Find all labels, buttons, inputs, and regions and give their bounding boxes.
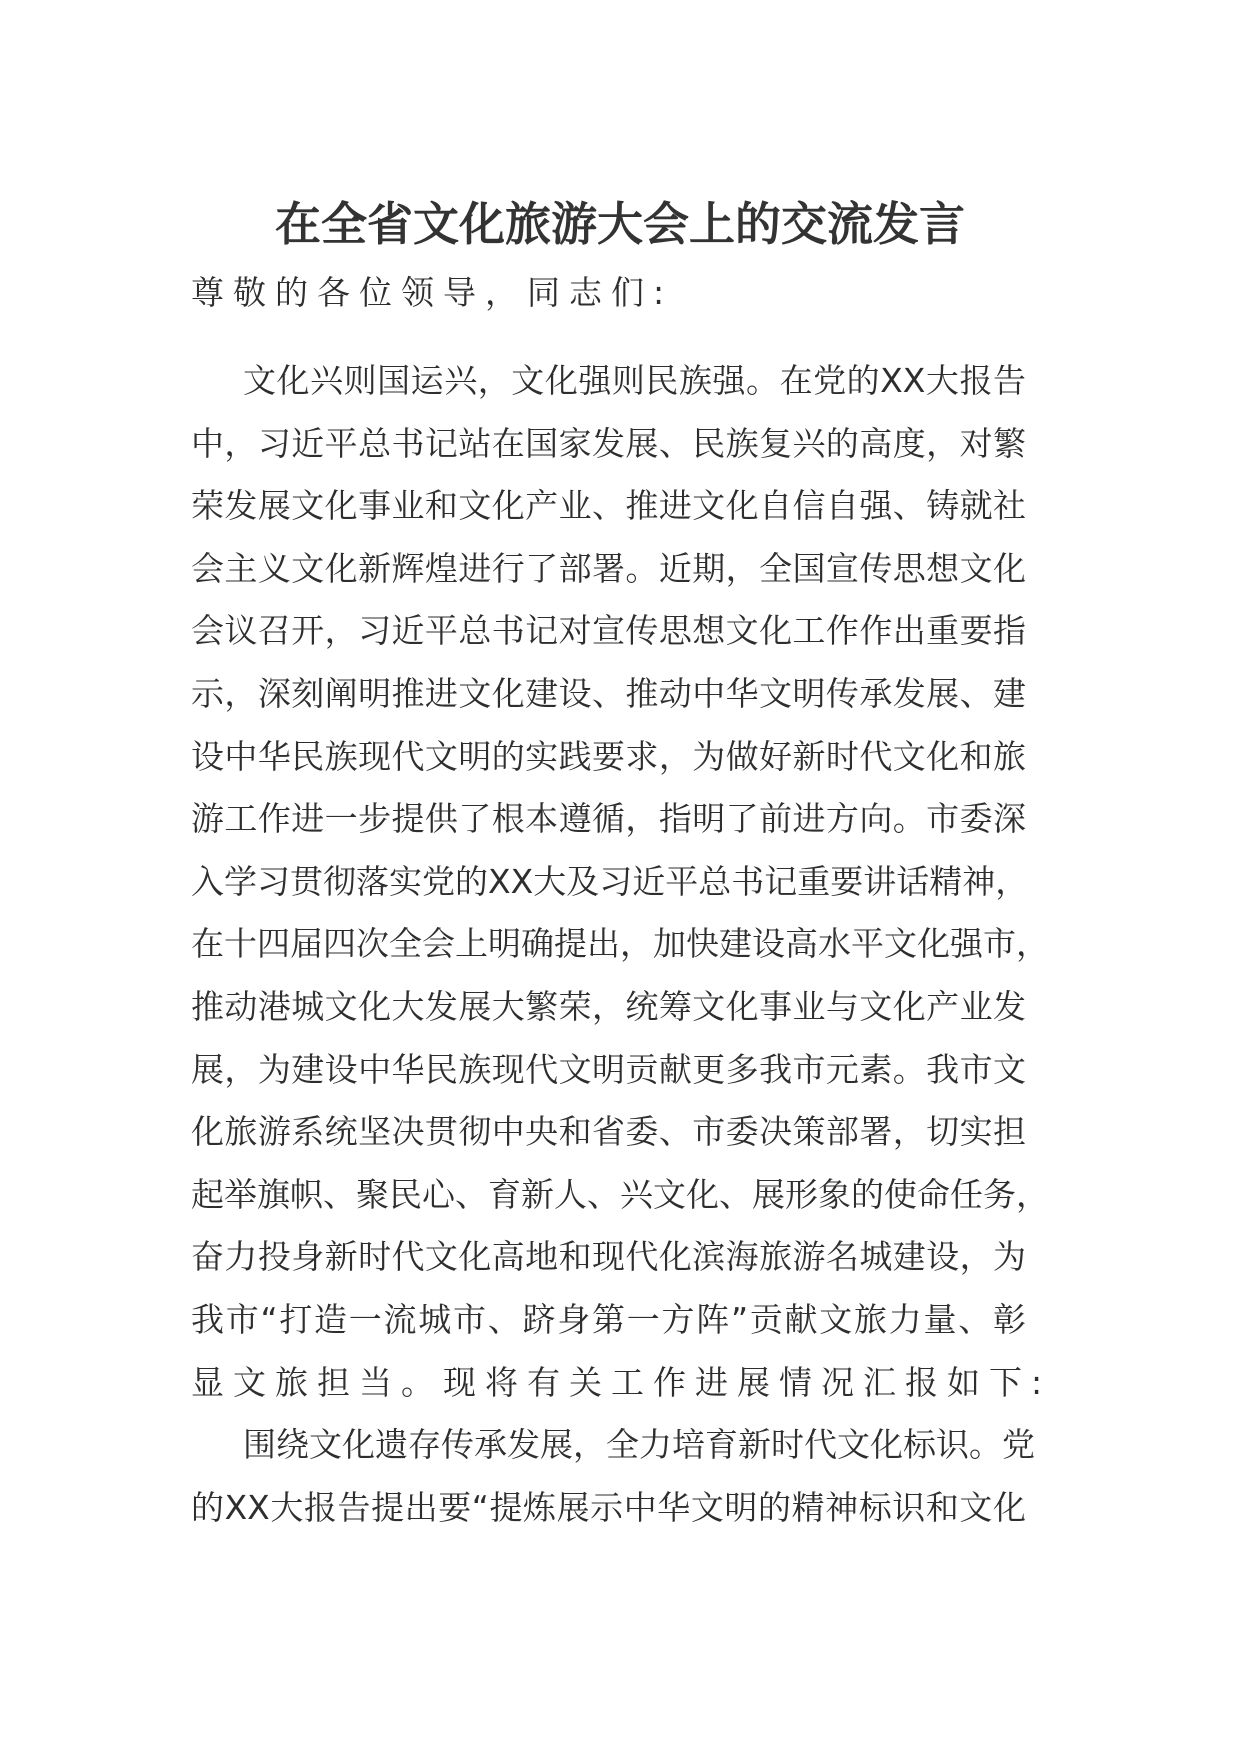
paragraph-line: 奋力投身新时代文化高地和现代化滨海旅游名城建设，为 [191,1237,1026,1277]
paragraph-first-line: 文化兴则国运兴，文化强则民族强。在党的XX大报告 [243,361,1026,400]
paragraph-line: 会主义文化新辉煌进行了部署。近期，全国宣传思想文化 [191,548,1026,588]
paragraph-first-line: 围绕文化遗存传承发展，全力培育新时代文化标识。党 [243,1425,1035,1465]
paragraph-line: 起举旗帜、聚民心、育新人、兴文化、展形象的使命任务， [191,1174,1049,1214]
salutation: 尊敬的各位领导，同志们: [191,273,674,312]
paragraph-line: 荣发展文化事业和文化产业、推进文化自信自强、铸就社 [191,486,1026,526]
paragraph-line: 入学习贯彻落实党的XX大及习近平总书记重要讲话精神， [191,861,1029,901]
paragraph-line: 游工作进一步提供了根本遵循，指明了前进方向。市委深 [191,799,1026,839]
paragraph-line: 我市“打造一流城市、跻身第一方阵”贡献文旅力量、彰 [191,1300,1026,1339]
document-title: 在全省文化旅游大会上的交流发言 [275,197,965,251]
paragraph-line: 推动港城文化大发展大繁荣，统筹文化事业与文化产业发 [191,987,1026,1026]
paragraph-line: 显文旅担当。现将有关工作进展情况汇报如下: [191,1362,1052,1402]
paragraph-line: 化旅游系统坚决贯彻中央和省委、市委决策部署，切实担 [191,1112,1026,1152]
paragraph-line: 的XX大报告提出要“提炼展示中华文明的精神标识和文化 [191,1487,1026,1527]
paragraph-line: 示，深刻阐明推进文化建设、推动中华文明传承发展、建 [191,674,1026,713]
paragraph-line: 会议召开，习近平总书记对宣传思想文化工作作出重要指 [191,611,1026,651]
paragraph-line: 在十四届四次全会上明确提出，加快建设高水平文化强市， [191,924,1049,964]
paragraph-line: 设中华民族现代文明的实践要求，为做好新时代文化和旅 [191,736,1026,776]
paragraph-line: 展，为建设中华民族现代文明贡献更多我市元素。我市文 [191,1049,1026,1089]
paragraph-line: 中，习近平总书记站在国家发展、民族复兴的高度，对繁 [191,423,1026,463]
